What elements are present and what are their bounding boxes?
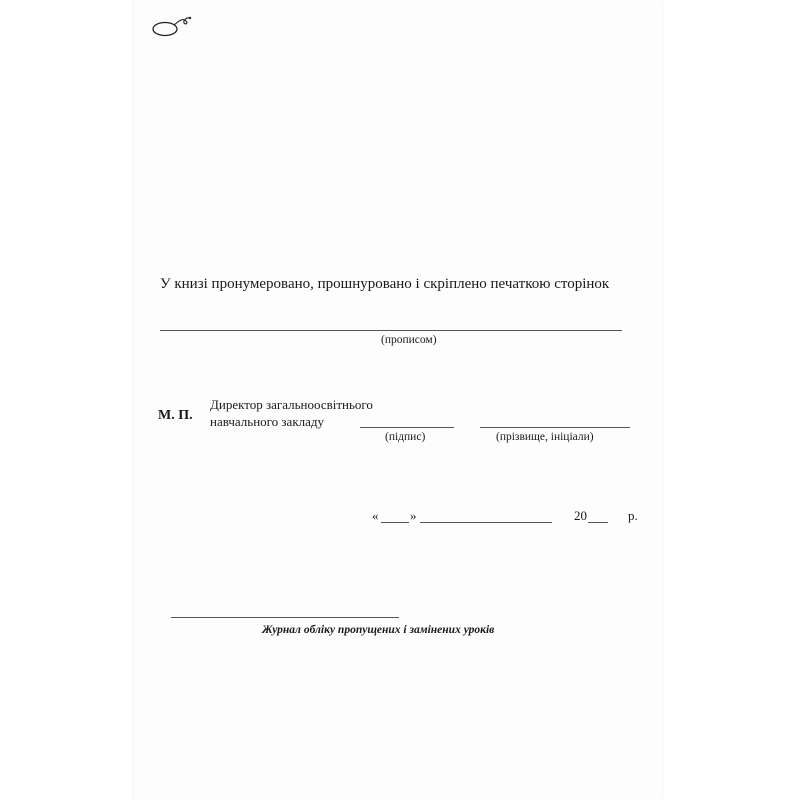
director-title-line1: Директор загальноосвітнього — [210, 397, 373, 412]
signature-caption: (підпис) — [385, 431, 426, 443]
publisher-logo-icon — [150, 14, 194, 38]
date-open-quote: « — [372, 508, 379, 523]
day-line — [381, 522, 409, 523]
month-line — [420, 522, 552, 523]
in-words-caption: (прописом) — [381, 334, 437, 346]
year-suffix: р. — [628, 508, 638, 523]
certification-statement: У книзі пронумеровано, прошнуровано і скріплено печаткою сторінок — [160, 276, 610, 292]
year-line — [588, 522, 608, 523]
journal-title: Журнал обліку пропущених і замінених уроків — [262, 624, 495, 636]
date-close-quote: » — [410, 508, 417, 523]
year-prefix: 20 — [574, 508, 587, 523]
name-line — [480, 427, 630, 428]
seal-label: М. П. — [158, 408, 193, 423]
pages-count-line — [160, 330, 622, 331]
footer-rule — [171, 617, 399, 618]
director-title — [210, 396, 400, 430]
director-title-line2: навчального закладу — [210, 414, 325, 429]
name-caption: (прізвище, ініціали) — [496, 431, 594, 443]
signature-line — [360, 427, 454, 428]
